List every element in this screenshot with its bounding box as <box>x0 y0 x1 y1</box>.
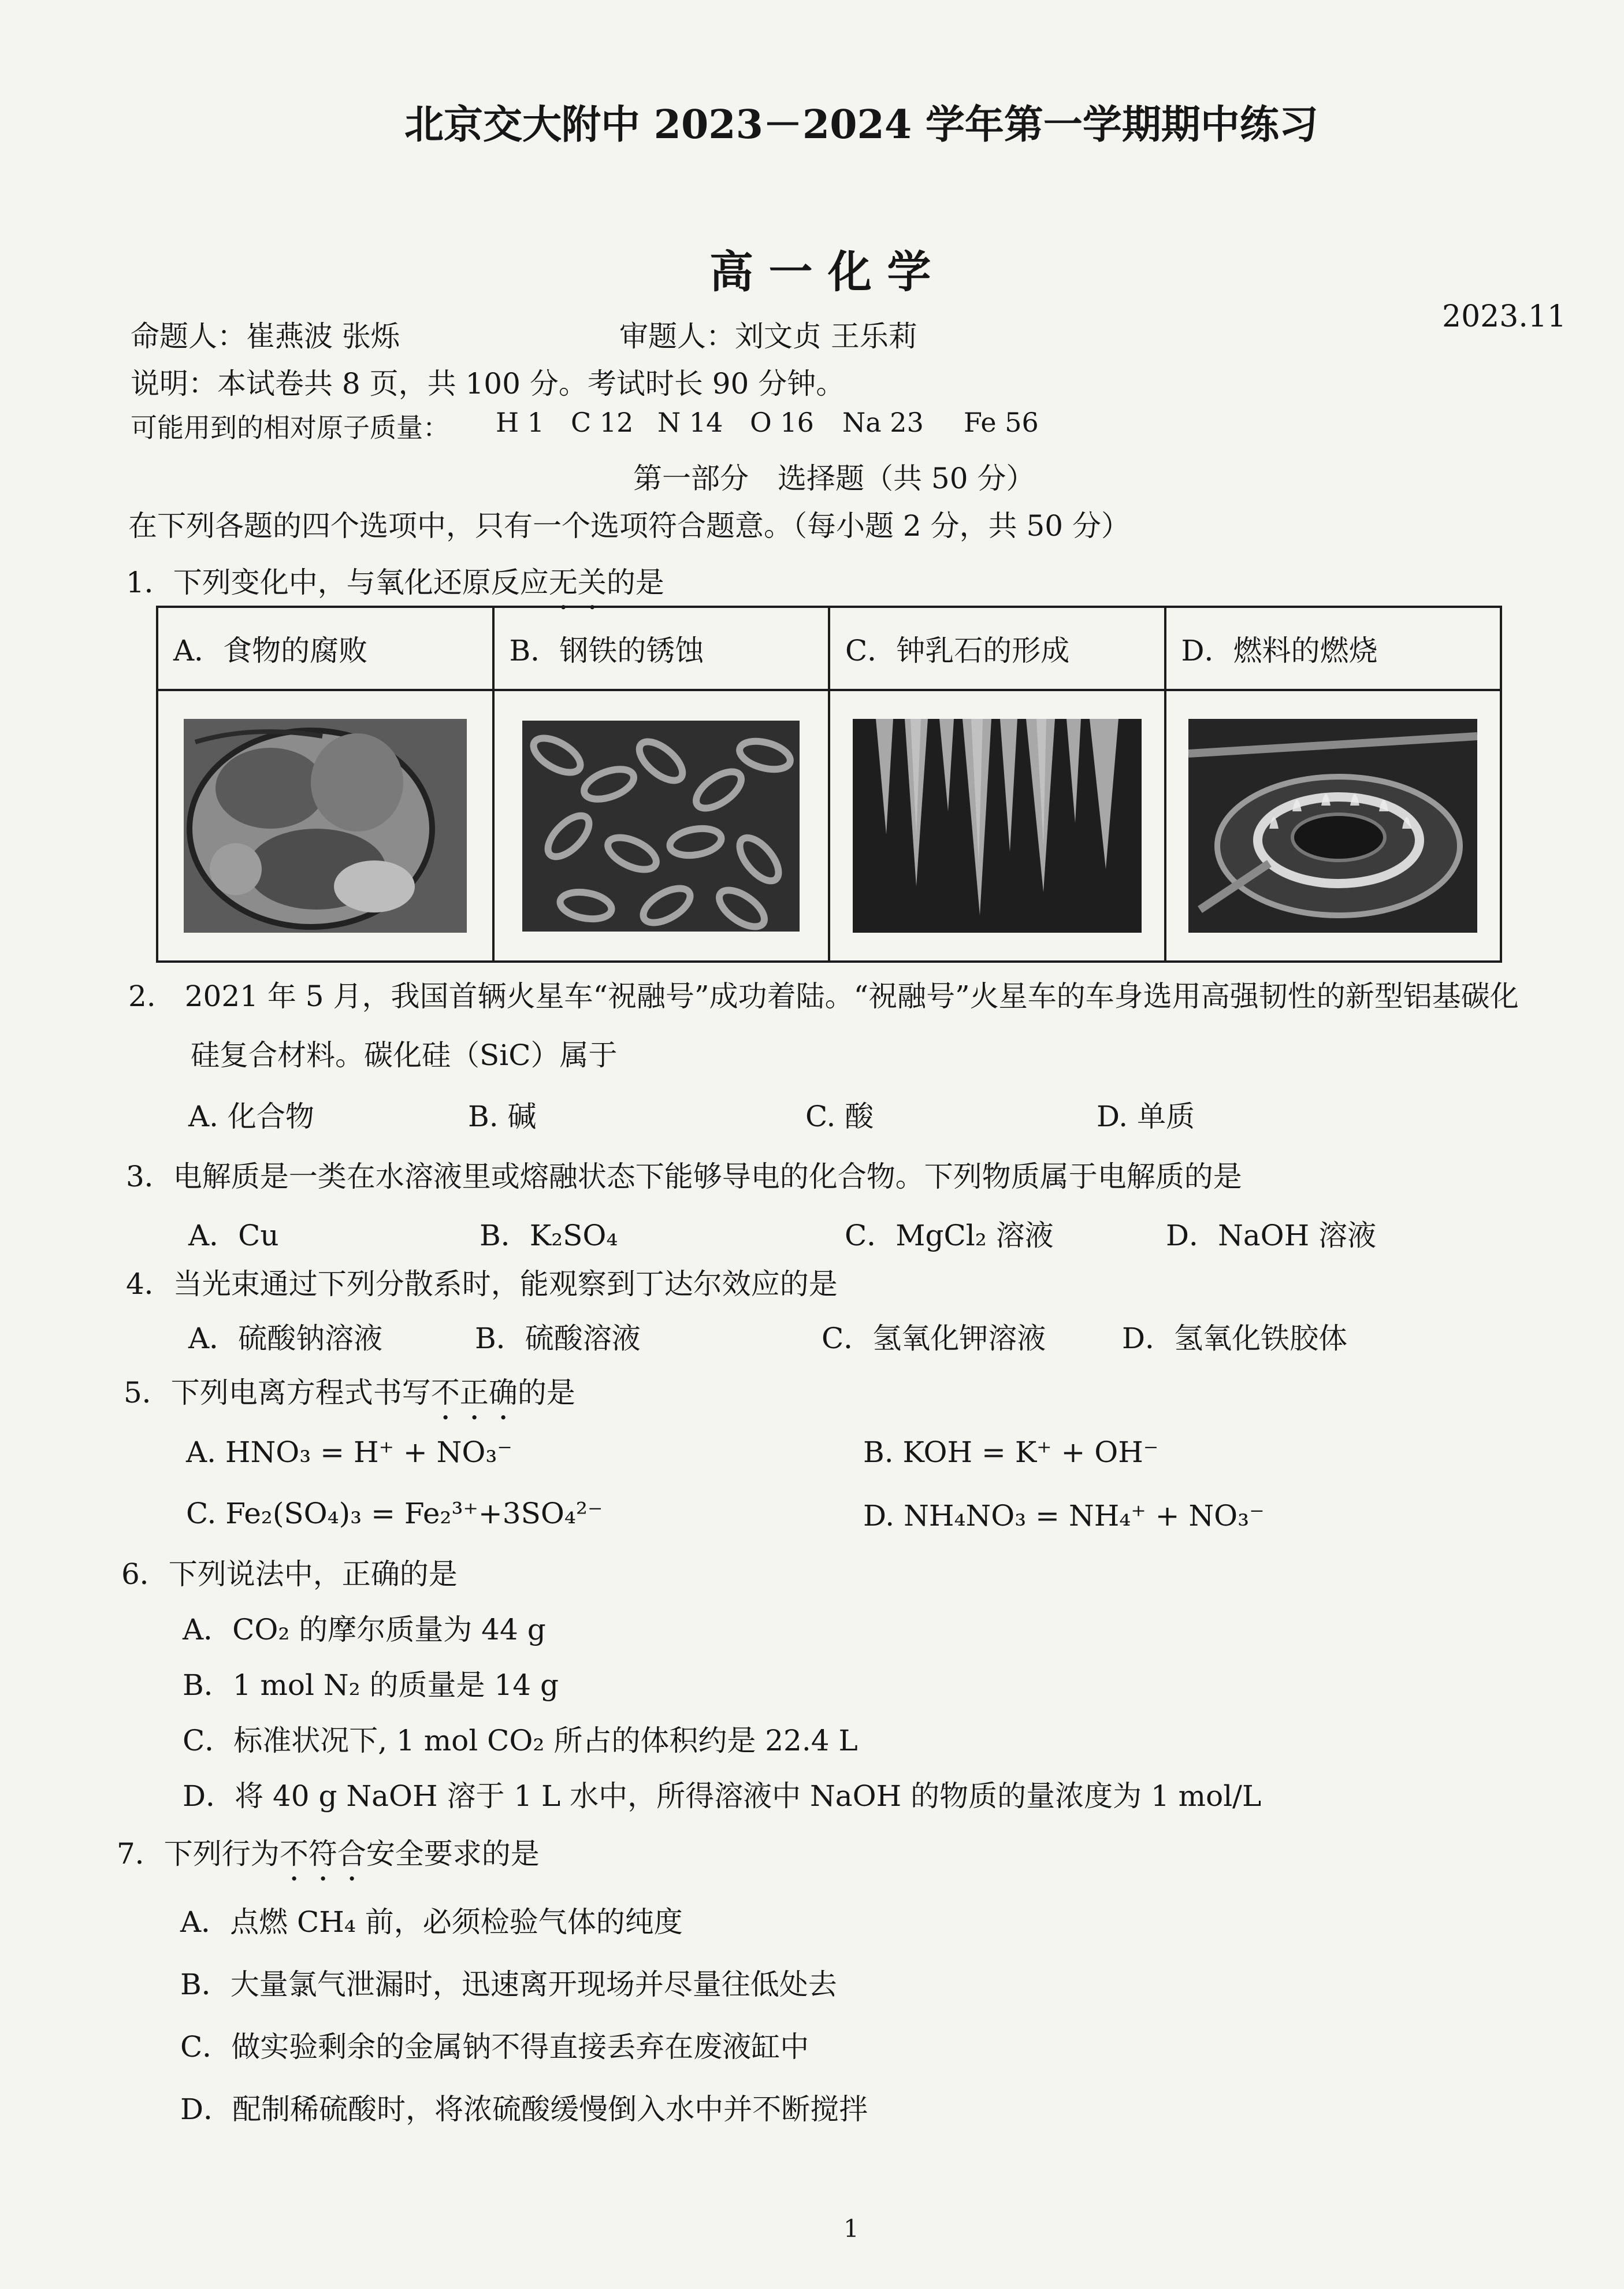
atomic-mass-c: C 12 <box>571 407 634 438</box>
question-reviewers: 审题人：刘文贞 王乐莉 <box>619 320 917 353</box>
atomic-mass-h: H 1 <box>496 407 545 438</box>
q2-stem-line2: 硅复合材料。碳化硅（SiC）属于 <box>191 1038 618 1072</box>
q3-stem: 3．电解质是一类在水溶液里或熔融状态下能够导电的化合物。下列物质属于电解质的是 <box>126 1160 1242 1193</box>
q5-option-a: A. HNO₃ = H⁺ + NO₃⁻ <box>186 1435 512 1469</box>
q1-stem-post: 的是 <box>606 566 664 599</box>
q2-option-d: D. 单质 <box>1097 1100 1195 1133</box>
q7-stem <box>117 1831 540 1887</box>
q4-stem: 4．当光束通过下列分散系时，能观察到丁达尔效应的是 <box>126 1267 838 1301</box>
atomic-mass-fe: Fe 56 <box>964 407 1039 438</box>
rusted-chain-photo <box>522 721 800 932</box>
q2-option-b: B. 碱 <box>468 1100 537 1133</box>
part1-direction: 在下列各题的四个选项中，只有一个选项符合题意。（每小题 2 分，共 50 分） <box>128 509 1131 543</box>
exam-instructions: 说明：本试卷共 8 页，共 100 分。考试时长 90 分钟。 <box>131 367 845 400</box>
q7-option-b: B．大量氯气泄漏时，迅速离开现场并尽量往低处去 <box>180 1968 837 2001</box>
q7-option-c: C．做实验剩余的金属钠不得直接丢弃在废液缸中 <box>180 2030 809 2064</box>
q4-option-b: B．硫酸溶液 <box>475 1322 641 1355</box>
q5-stem-emphasis: 不正确 <box>430 1376 518 1409</box>
q3-option-b: B．K₂SO₄ <box>480 1219 618 1252</box>
exam-date: 2023.11 <box>1442 299 1567 334</box>
atomic-mass-n: N 14 <box>657 407 723 438</box>
stalactite-photo <box>853 719 1142 933</box>
q1-photo-cell-a <box>157 690 493 962</box>
q1-photo-cell-c <box>829 690 1165 962</box>
q4-option-a: A．硫酸钠溶液 <box>188 1322 383 1355</box>
q2-stem-line1: 2. 2021 年 5 月，我国首辆火星车“祝融号”成功着陆。“祝融号”火星车的车身选用高强韧性的新型铝基碳化 <box>128 980 1519 1013</box>
subject-title: 高 一 化 学 <box>709 246 931 298</box>
question-setters: 命题人：崔燕波 张烁 <box>131 320 400 353</box>
q1-stem-pre: 1．下列变化中，与氧化还原反应 <box>126 566 549 599</box>
q6-stem: 6．下列说法中，正确的是 <box>121 1557 458 1591</box>
q7-stem-pre: 7．下列行为 <box>117 1837 280 1871</box>
q1-photo-cell-d <box>1165 690 1502 962</box>
q1-option-d: D．燃料的燃烧 <box>1165 607 1502 690</box>
page-number: 1 <box>843 2214 859 2243</box>
q4-option-c: C．氢氧化钾溶液 <box>822 1322 1046 1355</box>
q1-option-c: C．钟乳石的形成 <box>829 607 1165 690</box>
exam-title: 北京交大附中 2023－2024 学年第一学期期中练习 <box>404 102 1318 148</box>
q7-option-d: D．配制稀硫酸时，将浓硫酸缓慢倒入水中并不断搅拌 <box>180 2093 868 2126</box>
q6-option-c: C．标准状况下, 1 mol CO₂ 所占的体积约是 22.4 L <box>183 1724 858 1757</box>
q6-option-d: D．将 40 g NaOH 溶于 1 L 水中，所得溶液中 NaOH 的物质的量浓度为 1 mol/L <box>183 1779 1262 1813</box>
part1-title: 第一部分 选择题（共 50 分） <box>633 462 1035 495</box>
q5-stem-pre: 5．下列电离方程式书写 <box>124 1376 431 1409</box>
q4-option-d: D．氢氧化铁胶体 <box>1122 1322 1348 1355</box>
q5-option-b: B. KOH = K⁺ + OH⁻ <box>863 1435 1159 1469</box>
q5-stem-post: 的是 <box>517 1376 575 1409</box>
q2-option-a: A. 化合物 <box>188 1100 314 1133</box>
q6-option-b: B．1 mol N₂ 的质量是 14 g <box>183 1668 559 1702</box>
gas-burner-photo <box>1188 719 1477 933</box>
q5-stem <box>124 1370 575 1426</box>
q2-option-c: C. 酸 <box>805 1100 874 1133</box>
q3-option-c: C．MgCl₂ 溶液 <box>845 1219 1054 1252</box>
atomic-mass-na: Na 23 <box>842 407 924 438</box>
q5-option-d: D. NH₄NO₃ = NH₄⁺ + NO₃⁻ <box>863 1499 1265 1533</box>
atomic-masses-label: 可能用到的相对原子质量： <box>131 412 449 443</box>
q5-option-c: C. Fe₂(SO₄)₃ = Fe₂³⁺+3SO₄²⁻ <box>186 1497 603 1530</box>
q7-option-a: A．点燃 CH₄ 前，必须检验气体的纯度 <box>180 1905 683 1939</box>
food-decay-photo <box>184 719 467 933</box>
q7-stem-emphasis: 不符合 <box>279 1837 366 1871</box>
q3-option-d: D．NaOH 溶液 <box>1166 1219 1377 1252</box>
q6-option-a: A．CO₂ 的摩尔质量为 44 g <box>183 1613 546 1646</box>
q1-photo-cell-b <box>493 690 830 962</box>
atomic-masses-line <box>131 407 449 445</box>
q3-option-a: A．Cu <box>188 1219 279 1252</box>
q1-option-b: B．钢铁的锈蚀 <box>493 607 830 690</box>
q1-stem-emphasis: 无关 <box>548 566 607 599</box>
q1-option-a: A．食物的腐败 <box>157 607 493 690</box>
atomic-mass-o: O 16 <box>750 407 814 438</box>
q1-options-table <box>156 606 1502 963</box>
q7-stem-post: 安全要求的是 <box>366 1837 540 1871</box>
